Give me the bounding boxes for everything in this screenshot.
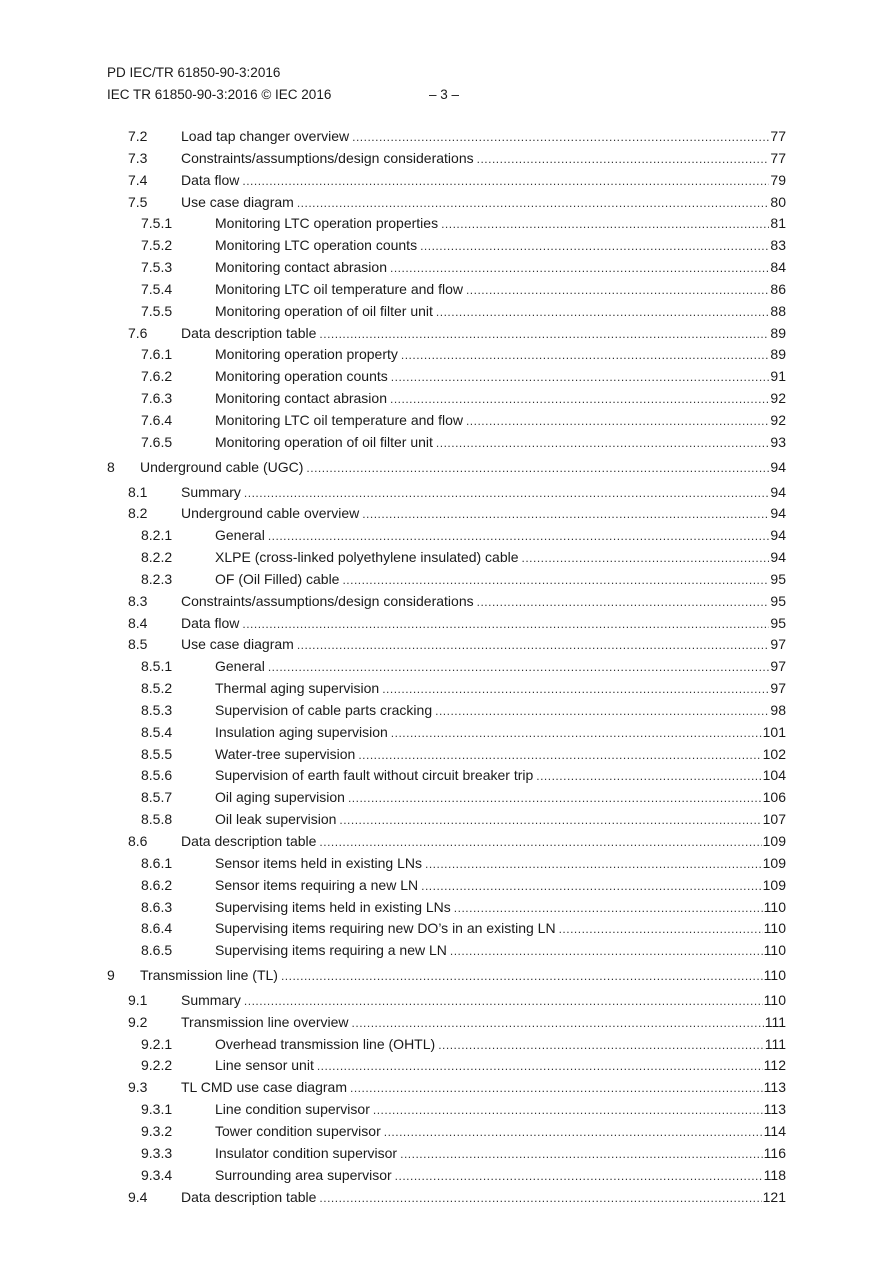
toc-entry-number: 7.6.1 xyxy=(141,346,173,363)
toc-entry-page: 111 xyxy=(764,1013,786,1030)
toc-entry[interactable] xyxy=(0,503,892,525)
toc-entry-page: 97 xyxy=(770,636,786,653)
toc-entry-number: 8.5.2 xyxy=(141,680,173,697)
toc-entry[interactable] xyxy=(0,344,892,366)
toc-entry[interactable] xyxy=(0,432,892,454)
toc-entry-number: 8.6.1 xyxy=(141,854,173,871)
toc-entry-number: 8.6.5 xyxy=(141,942,173,959)
toc-entry-line xyxy=(215,1165,786,1188)
toc-entry-title: Surrounding area supervisor xyxy=(215,1166,392,1183)
toc-entry[interactable] xyxy=(0,148,892,170)
toc-entry-line xyxy=(140,965,786,988)
toc-entry-page: 92 xyxy=(770,390,786,407)
toc-entry[interactable] xyxy=(0,388,892,410)
toc-entry[interactable] xyxy=(0,301,892,323)
toc-entry-line xyxy=(181,503,786,526)
toc-entry-page: 101 xyxy=(762,723,786,740)
toc-entry-number: 8.6 xyxy=(128,833,148,849)
toc-entry-line xyxy=(215,569,786,592)
toc-entry[interactable] xyxy=(0,213,892,235)
toc-entry-page: 114 xyxy=(763,1122,786,1139)
toc-entry-page: 95 xyxy=(770,570,786,587)
toc-entry-line xyxy=(181,634,786,657)
toc-entry-line xyxy=(215,1121,786,1144)
toc-entry-number: 8.2.1 xyxy=(141,527,173,544)
toc-entry-line xyxy=(215,940,786,963)
toc-entry-number: 8.5.5 xyxy=(141,745,173,762)
toc-entry-title: Insulation aging supervision xyxy=(215,723,388,740)
toc-entry-page: 118 xyxy=(763,1166,786,1183)
toc-entry-title: Underground cable overview xyxy=(181,505,360,522)
toc-entry-line xyxy=(215,525,786,548)
toc-dot-leader xyxy=(339,810,761,832)
toc-entry-title: Use case diagram xyxy=(181,193,294,210)
toc-dot-leader xyxy=(350,1078,763,1100)
toc-entry-page: 110 xyxy=(763,942,786,959)
toc-entry-page: 109 xyxy=(762,854,786,871)
toc-entry-line xyxy=(181,126,786,149)
copyright-line: IEC TR 61850-90-3:2016 © IEC 2016 xyxy=(107,87,332,102)
toc-entry-number: 7.6 xyxy=(128,324,148,341)
toc-entry-number: 9.3.2 xyxy=(141,1122,173,1139)
toc-entry[interactable] xyxy=(0,918,892,940)
toc-entry-line xyxy=(215,787,786,810)
toc-dot-leader xyxy=(466,411,769,433)
toc-entry-number: 8.6.4 xyxy=(141,920,173,937)
toc-dot-leader xyxy=(242,171,769,193)
toc-dot-leader xyxy=(268,526,770,548)
toc-entry-number: 9.2.1 xyxy=(141,1035,173,1052)
toc-dot-leader xyxy=(421,876,762,898)
toc-entry-number: 9.3.3 xyxy=(141,1144,173,1161)
toc-dot-leader xyxy=(362,504,769,526)
toc-entry-line xyxy=(215,1143,786,1166)
toc-entry-page: 95 xyxy=(770,592,786,609)
toc-entry-page: 107 xyxy=(762,811,786,828)
toc-dot-leader xyxy=(358,745,761,767)
toc-entry-line xyxy=(215,235,786,258)
toc-dot-leader xyxy=(441,214,769,236)
toc-entry-title: Sensor items requiring a new LN xyxy=(215,876,419,893)
toc-dot-leader xyxy=(436,302,770,324)
toc-entry-title: Data flow xyxy=(181,171,240,188)
toc-entry-line xyxy=(215,410,786,433)
toc-entry-line xyxy=(215,722,786,745)
toc-entry-page: 109 xyxy=(762,833,786,849)
toc-entry-number: 9.4 xyxy=(128,1188,148,1205)
toc-entry-title: OF (Oil Filled) cable xyxy=(215,570,340,587)
toc-entry-title: Transmission line (TL) xyxy=(140,967,278,984)
toc-entry-title: Data description table xyxy=(181,1188,317,1205)
toc-entry-number: 7.5.2 xyxy=(141,237,173,254)
toc-entry-line xyxy=(215,257,786,280)
toc-entry-page: 111 xyxy=(764,1035,786,1052)
toc-entry[interactable] xyxy=(0,831,892,853)
toc-dot-leader xyxy=(420,236,769,258)
toc-dot-leader xyxy=(268,657,770,679)
toc-entry-page: 84 xyxy=(770,259,786,276)
page-number: – 3 – xyxy=(429,87,460,102)
toc-entry[interactable] xyxy=(0,1187,892,1209)
table-of-contents xyxy=(0,126,892,1208)
toc-entry-line xyxy=(181,170,786,193)
toc-entry-page: 104 xyxy=(762,767,786,784)
toc-dot-leader xyxy=(317,1056,763,1078)
toc-entry-title: Monitoring LTC operation counts xyxy=(215,237,418,254)
toc-dot-leader xyxy=(352,127,769,149)
toc-entry-line xyxy=(215,1034,786,1057)
toc-entry[interactable] xyxy=(0,787,892,809)
toc-entry-title: Transmission line overview xyxy=(181,1013,349,1030)
toc-entry-number: 7.5 xyxy=(128,193,148,210)
toc-entry-page: 93 xyxy=(770,433,786,450)
toc-entry-title: Data description table xyxy=(181,833,317,849)
toc-entry-line xyxy=(215,366,786,389)
toc-entry-page: 113 xyxy=(763,1079,786,1096)
toc-entry-line xyxy=(181,613,786,636)
toc-entry-page: 121 xyxy=(762,1188,786,1205)
toc-dot-leader xyxy=(477,149,770,171)
toc-entry-line xyxy=(215,344,786,367)
toc-entry-line xyxy=(215,213,786,236)
toc-entry-page: 92 xyxy=(770,411,786,428)
toc-entry[interactable] xyxy=(0,279,892,301)
toc-entry-title: Summary xyxy=(181,483,241,500)
toc-entry-line xyxy=(215,1099,786,1122)
toc-entry-page: 94 xyxy=(770,549,786,566)
toc-entry[interactable] xyxy=(0,170,892,192)
toc-entry[interactable] xyxy=(0,366,892,388)
document-id: PD IEC/TR 61850-90-3:2016 xyxy=(107,65,281,80)
toc-entry-page: 116 xyxy=(763,1144,786,1161)
page-header xyxy=(107,62,460,106)
toc-entry-line xyxy=(181,1077,786,1100)
toc-entry-page: 110 xyxy=(763,991,786,1008)
toc-entry-page: 113 xyxy=(763,1101,786,1118)
toc-entry-number: 8 xyxy=(107,458,115,475)
toc-dot-leader xyxy=(281,966,763,988)
toc-entry-title: Monitoring LTC operation properties xyxy=(215,215,439,232)
toc-entry-title: Monitoring LTC oil temperature and flow xyxy=(215,280,463,297)
toc-entry-number: 8.1 xyxy=(128,483,148,500)
toc-entry[interactable] xyxy=(0,482,892,504)
toc-entry[interactable] xyxy=(0,591,892,613)
toc-entry-title: Monitoring operation property xyxy=(215,346,398,363)
toc-entry-number: 8.2 xyxy=(128,505,148,522)
toc-entry-line xyxy=(215,809,786,832)
toc-entry-line xyxy=(181,1187,786,1210)
toc-dot-leader xyxy=(244,991,763,1013)
toc-entry-title: Underground cable (UGC) xyxy=(140,458,304,475)
toc-entry-title: Thermal aging supervision xyxy=(215,680,380,697)
toc-entry-page: 94 xyxy=(770,527,786,544)
toc-entry[interactable] xyxy=(0,875,892,897)
toc-entry-line xyxy=(215,700,786,723)
toc-entry[interactable] xyxy=(0,1121,892,1143)
toc-entry-line xyxy=(181,990,786,1013)
toc-entry-title: Supervising items requiring a new LN xyxy=(215,942,447,959)
toc-entry-title: Oil leak supervision xyxy=(215,811,337,828)
toc-entry-number: 8.5.8 xyxy=(141,811,173,828)
toc-entry-title: Load tap changer overview xyxy=(181,128,350,144)
toc-dot-leader xyxy=(373,1100,763,1122)
toc-entry-number: 8.2.3 xyxy=(141,570,173,587)
toc-entry-title: Supervision of earth fault without circuit breaker trip xyxy=(215,767,534,784)
toc-dot-leader xyxy=(319,832,761,854)
toc-entry-page: 98 xyxy=(770,701,786,718)
toc-entry[interactable] xyxy=(0,765,892,787)
toc-entry-number: 7.5.3 xyxy=(141,259,173,276)
toc-entry[interactable] xyxy=(0,1099,892,1121)
toc-entry-line xyxy=(181,192,786,215)
toc-entry-number: 9 xyxy=(107,967,115,984)
toc-entry-title: Monitoring contact abrasion xyxy=(215,390,387,407)
toc-entry[interactable] xyxy=(0,525,892,547)
toc-dot-leader xyxy=(438,1035,764,1057)
toc-entry[interactable] xyxy=(0,410,892,432)
toc-entry[interactable] xyxy=(0,547,892,569)
toc-entry-line xyxy=(215,744,786,767)
toc-entry-number: 9.2 xyxy=(128,1013,148,1030)
toc-entry-title: Line condition supervisor xyxy=(215,1101,370,1118)
toc-entry-title: XLPE (cross-linked polyethylene insulated) cable xyxy=(215,549,519,566)
toc-entry-page: 77 xyxy=(770,128,786,144)
toc-entry-number: 9.3.4 xyxy=(141,1166,173,1183)
toc-entry[interactable] xyxy=(0,634,892,656)
toc-entry-line xyxy=(215,656,786,679)
toc-entry[interactable] xyxy=(0,990,892,1012)
toc-entry-line xyxy=(215,432,786,455)
toc-entry[interactable] xyxy=(0,457,892,479)
toc-dot-leader xyxy=(391,367,770,389)
toc-entry[interactable] xyxy=(0,569,892,591)
toc-entry-line xyxy=(215,301,786,324)
toc-entry-number: 8.2.2 xyxy=(141,549,173,566)
toc-entry[interactable] xyxy=(0,700,892,722)
toc-entry-number: 7.5.4 xyxy=(141,280,173,297)
toc-dot-leader xyxy=(390,258,769,280)
toc-entry-line xyxy=(181,148,786,171)
toc-entry-number: 9.3 xyxy=(128,1079,148,1096)
toc-entry[interactable] xyxy=(0,853,892,875)
toc-entry-page: 102 xyxy=(762,745,786,762)
toc-entry[interactable] xyxy=(0,1034,892,1056)
toc-entry-title: Supervision of cable parts cracking xyxy=(215,701,433,718)
toc-entry-title: Data flow xyxy=(181,614,240,631)
toc-entry[interactable] xyxy=(0,126,892,148)
toc-entry-page: 110 xyxy=(763,967,786,984)
toc-entry-number: 7.5.5 xyxy=(141,302,173,319)
toc-dot-leader xyxy=(435,701,769,723)
toc-dot-leader xyxy=(391,723,762,745)
toc-entry-line xyxy=(181,323,786,346)
toc-entry-number: 9.1 xyxy=(128,991,148,1008)
toc-entry-title: General xyxy=(215,527,265,544)
toc-dot-leader xyxy=(450,941,763,963)
toc-dot-leader xyxy=(536,766,761,788)
toc-dot-leader xyxy=(242,614,769,636)
toc-dot-leader xyxy=(319,1188,761,1210)
toc-entry-number: 8.5.7 xyxy=(141,789,173,806)
toc-entry-line xyxy=(215,875,786,898)
toc-entry-number: 7.4 xyxy=(128,171,148,188)
toc-dot-leader xyxy=(425,854,762,876)
toc-entry[interactable] xyxy=(0,1077,892,1099)
toc-entry[interactable] xyxy=(0,897,892,919)
toc-entry-line xyxy=(181,591,786,614)
toc-dot-leader xyxy=(297,193,770,215)
toc-entry-page: 83 xyxy=(770,237,786,254)
toc-entry[interactable] xyxy=(0,613,892,635)
toc-entry-title: Line sensor unit xyxy=(215,1057,314,1074)
toc-dot-leader xyxy=(522,548,770,570)
toc-entry-number: 7.6.2 xyxy=(141,368,173,385)
toc-entry[interactable] xyxy=(0,744,892,766)
toc-dot-leader xyxy=(390,389,769,411)
toc-entry-line xyxy=(140,457,786,480)
toc-entry-number: 8.5.6 xyxy=(141,767,173,784)
toc-dot-leader xyxy=(342,570,769,592)
toc-entry-number: 8.5 xyxy=(128,636,148,653)
toc-entry[interactable] xyxy=(0,235,892,257)
toc-dot-leader xyxy=(244,483,770,505)
toc-entry-line xyxy=(215,853,786,876)
toc-dot-leader xyxy=(319,324,769,346)
toc-entry-number: 8.5.1 xyxy=(141,658,173,675)
toc-entry-page: 95 xyxy=(770,614,786,631)
toc-entry-title: Monitoring LTC oil temperature and flow xyxy=(215,411,463,428)
toc-entry-title: Tower condition supervisor xyxy=(215,1122,381,1139)
toc-entry-page: 89 xyxy=(770,324,786,341)
toc-dot-leader xyxy=(466,280,769,302)
toc-entry-line xyxy=(181,1012,786,1035)
toc-entry-title: TL CMD use case diagram xyxy=(181,1079,347,1096)
toc-entry-page: 109 xyxy=(762,876,786,893)
toc-entry-line xyxy=(215,388,786,411)
toc-dot-leader xyxy=(297,635,770,657)
toc-entry[interactable] xyxy=(0,1012,892,1034)
toc-entry-line xyxy=(181,482,786,505)
toc-entry-number: 7.3 xyxy=(128,149,148,166)
toc-entry-page: 110 xyxy=(763,920,786,937)
toc-entry[interactable] xyxy=(0,1055,892,1077)
toc-dot-leader xyxy=(382,679,769,701)
toc-dot-leader xyxy=(454,898,763,920)
toc-entry-page: 79 xyxy=(770,171,786,188)
toc-entry-page: 97 xyxy=(770,680,786,697)
toc-entry-page: 106 xyxy=(762,789,786,806)
toc-entry-number: 8.6.3 xyxy=(141,898,173,915)
toc-dot-leader xyxy=(395,1166,763,1188)
toc-dot-leader xyxy=(384,1122,763,1144)
toc-entry[interactable] xyxy=(0,1143,892,1165)
toc-entry-page: 110 xyxy=(763,898,786,915)
toc-entry-number: 7.6.5 xyxy=(141,433,173,450)
toc-entry[interactable] xyxy=(0,965,892,987)
toc-entry-line xyxy=(215,1055,786,1078)
toc-entry-number: 7.6.3 xyxy=(141,390,173,407)
toc-entry-title: Constraints/assumptions/design considerations xyxy=(181,592,474,609)
toc-entry-title: Oil aging supervision xyxy=(215,789,345,806)
toc-entry-line xyxy=(215,547,786,570)
toc-entry[interactable] xyxy=(0,722,892,744)
toc-entry-title: Insulator condition supervisor xyxy=(215,1144,398,1161)
toc-entry-line xyxy=(215,678,786,701)
toc-entry-title: Supervising items held in existing LNs xyxy=(215,898,451,915)
toc-entry-line xyxy=(215,279,786,302)
toc-entry-number: 8.6.2 xyxy=(141,876,173,893)
toc-dot-leader xyxy=(436,433,770,455)
toc-entry-page: 112 xyxy=(763,1057,786,1074)
toc-entry-page: 77 xyxy=(770,149,786,166)
toc-entry[interactable] xyxy=(0,656,892,678)
toc-entry-title: Summary xyxy=(181,991,241,1008)
toc-entry-page: 94 xyxy=(770,458,786,475)
toc-entry-title: Monitoring operation of oil filter unit xyxy=(215,302,433,319)
toc-entry-number: 7.5.1 xyxy=(141,215,173,232)
toc-entry-number: 7.2 xyxy=(128,128,148,144)
toc-entry[interactable] xyxy=(0,1165,892,1187)
toc-entry[interactable] xyxy=(0,940,892,962)
toc-dot-leader xyxy=(401,345,770,367)
toc-dot-leader xyxy=(352,1013,764,1035)
toc-entry-line xyxy=(215,765,786,788)
toc-entry-page: 89 xyxy=(770,346,786,363)
toc-entry-page: 97 xyxy=(770,658,786,675)
toc-dot-leader xyxy=(348,788,762,810)
toc-entry-title: General xyxy=(215,658,265,675)
toc-entry-title: Monitoring operation counts xyxy=(215,368,388,385)
toc-entry-title: Constraints/assumptions/design considerations xyxy=(181,149,474,166)
toc-entry-number: 8.5.3 xyxy=(141,701,173,718)
toc-entry[interactable] xyxy=(0,257,892,279)
toc-entry-title: Use case diagram xyxy=(181,636,294,653)
toc-entry-number: 8.4 xyxy=(128,614,148,631)
toc-entry-title: Data description table xyxy=(181,324,317,341)
toc-entry-title: Supervising items requiring new DO’s in an existing LN xyxy=(215,920,556,937)
toc-entry-page: 86 xyxy=(770,280,786,297)
toc-entry-title: Sensor items held in existing LNs xyxy=(215,854,422,871)
toc-dot-leader xyxy=(477,592,770,614)
toc-entry-title: Water-tree supervision xyxy=(215,745,356,762)
toc-entry-line xyxy=(215,897,786,920)
toc-dot-leader xyxy=(306,458,769,480)
toc-entry-number: 8.3 xyxy=(128,592,148,609)
toc-entry-number: 8.5.4 xyxy=(141,723,173,740)
toc-entry-title: Monitoring contact abrasion xyxy=(215,259,387,276)
toc-entry-title: Overhead transmission line (OHTL) xyxy=(215,1035,436,1052)
toc-entry[interactable] xyxy=(0,192,892,214)
toc-entry-page: 81 xyxy=(770,215,786,232)
toc-entry-page: 91 xyxy=(770,368,786,385)
toc-entry[interactable] xyxy=(0,678,892,700)
toc-entry-number: 9.2.2 xyxy=(141,1057,173,1074)
toc-entry[interactable] xyxy=(0,323,892,345)
toc-entry-line xyxy=(215,918,786,941)
toc-entry[interactable] xyxy=(0,809,892,831)
toc-entry-page: 80 xyxy=(770,193,786,210)
toc-entry-page: 88 xyxy=(770,302,786,319)
toc-entry-number: 9.3.1 xyxy=(141,1101,173,1118)
toc-entry-title: Monitoring operation of oil filter unit xyxy=(215,433,433,450)
toc-entry-line xyxy=(181,831,786,854)
toc-entry-number: 7.6.4 xyxy=(141,411,173,428)
toc-dot-leader xyxy=(559,919,763,941)
toc-dot-leader xyxy=(400,1144,763,1166)
toc-entry-page: 94 xyxy=(770,505,786,522)
toc-entry-page: 94 xyxy=(770,483,786,500)
